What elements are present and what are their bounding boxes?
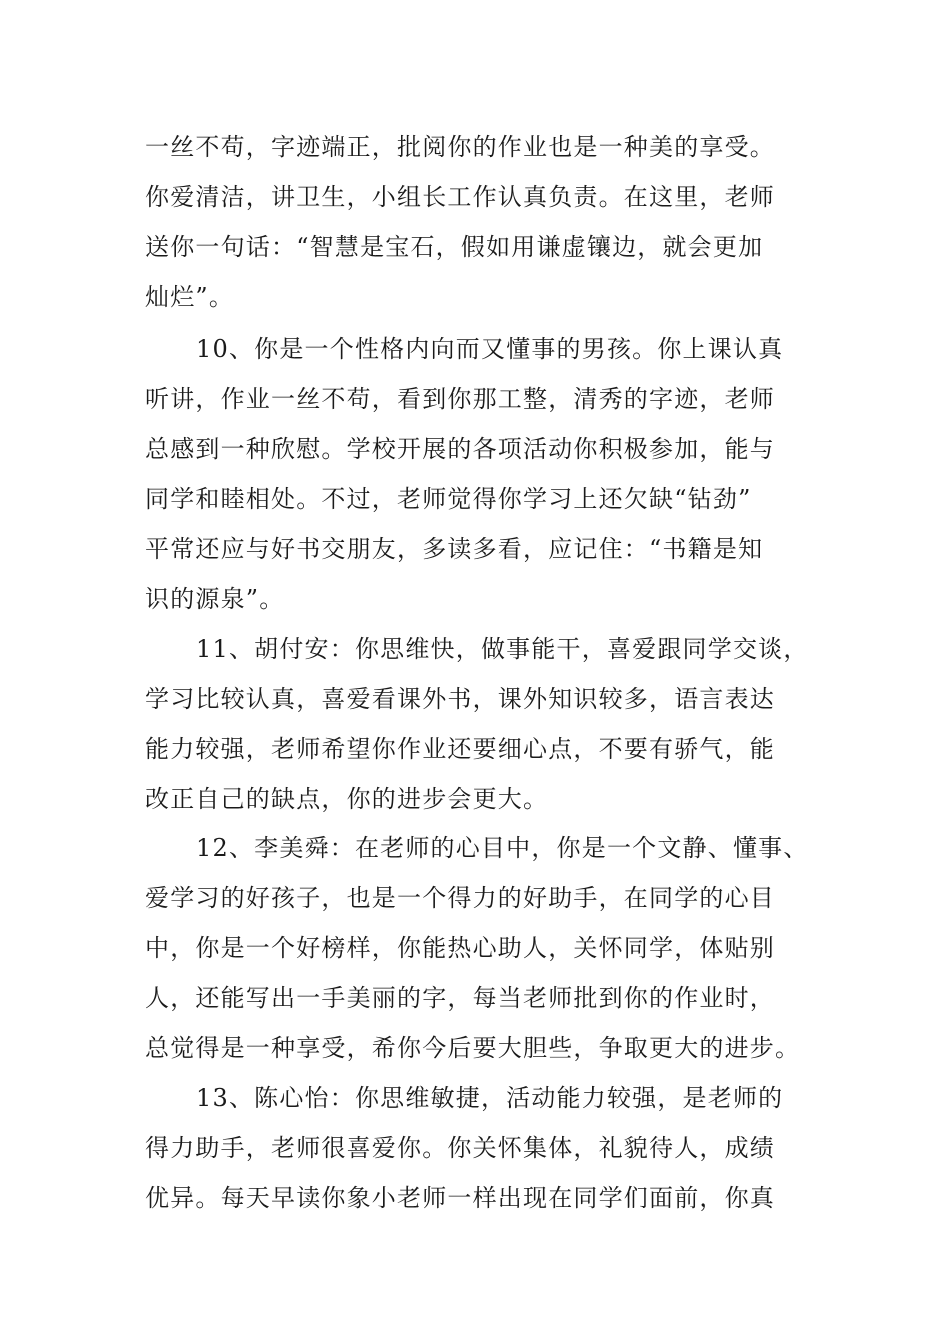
text-line: 你爱清洁，讲卫生，小组长工作认真负责。在这里，老师 — [145, 183, 775, 211]
text-line: 总感到一种欣慰。学校开展的各项活动你积极参加，能与 — [145, 435, 775, 463]
text-line: 中，你是一个好榜样，你能热心助人，关怀同学，体贴别 — [145, 934, 775, 962]
text-line: 改正自己的缺点，你的进步会更大。 — [145, 785, 549, 813]
paragraph-first-line: 11、胡付安：你思维快，做事能干，喜爱跟同学交谈， — [196, 635, 809, 663]
text-line: 平常还应与好书交朋友，多读多看，应记住：“书籍是知 — [145, 535, 764, 563]
text-line: 得力助手，老师很喜爱你。你关怀集体，礼貌待人，成绩 — [145, 1134, 775, 1162]
text-line: 一丝不苟，字迹端正，批阅你的作业也是一种美的享受。 — [145, 133, 775, 161]
text-line: 送你一句话：“智慧是宝石，假如用谦虚镶边，就会更加 — [145, 233, 764, 261]
text-line: 灿烂”。 — [145, 283, 235, 311]
text-line: 人，还能写出一手美丽的字，每当老师批到你的作业时， — [145, 984, 775, 1012]
paragraph-first-line: 12、李美舜：在老师的心目中，你是一个文静、懂事、 — [196, 834, 809, 862]
paragraph-first-line: 10、你是一个性格内向而又懂事的男孩。你上课认真 — [196, 335, 784, 363]
paragraph-first-line: 13、陈心怡：你思维敏捷，活动能力较强，是老师的 — [196, 1084, 784, 1112]
text-line: 爱学习的好孩子，也是一个得力的好助手，在同学的心目 — [145, 884, 775, 912]
text-line: 优异。每天早读你象小老师一样出现在同学们面前，你真 — [145, 1184, 775, 1212]
text-line: 能力较强，老师希望你作业还要细心点，不要有骄气，能 — [145, 735, 775, 763]
text-line: 听讲，作业一丝不苟，看到你那工整，清秀的字迹，老师 — [145, 385, 775, 413]
text-line: 识的源泉”。 — [145, 585, 285, 613]
text-line: 总觉得是一种享受，希你今后要大胆些，争取更大的进步。 — [145, 1034, 801, 1062]
text-line: 同学和睦相处。不过，老师觉得你学习上还欠缺“钻劲” — [145, 485, 752, 513]
text-line: 学习比较认真，喜爱看课外书，课外知识较多，语言表达 — [145, 685, 775, 713]
